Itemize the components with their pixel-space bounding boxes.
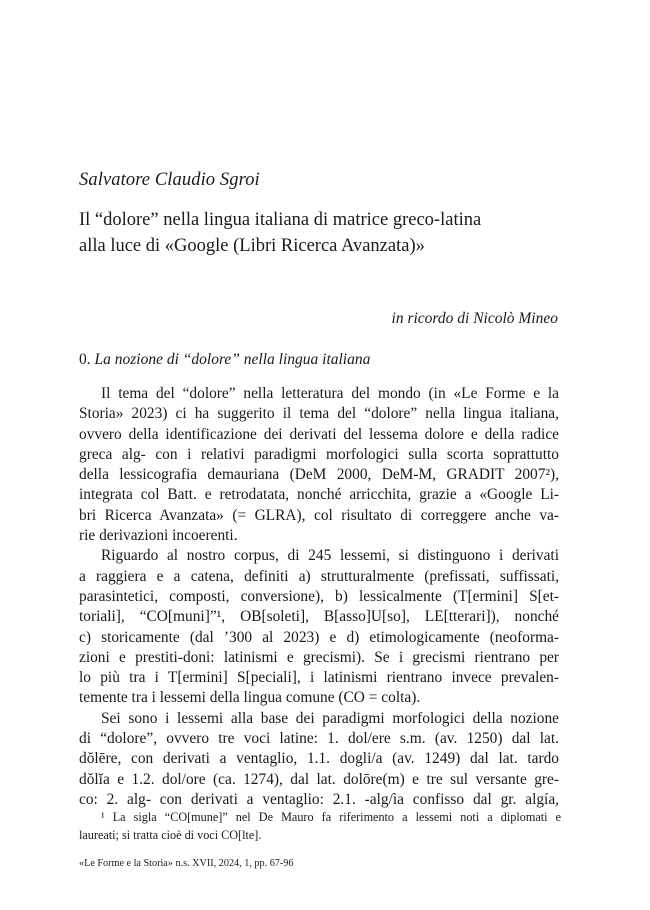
body-line: integrata col Batt. e retrodatata, nonché arricchita, grazie a «Google Li- [79,486,559,504]
section-heading [79,351,370,369]
body-line: temente tra i lessemi della lingua comune (CO = colta). [79,689,421,707]
title-line-2: alla luce di «Google (Libri Ricerca Avanzata)» [79,236,425,256]
footnote-line: ¹ La sigla “CO[mune]” nel De Mauro fa riferimento a lessemi noti a diplomati e [101,810,561,824]
body-line: toriali], “CO[muni]”¹, OB[soleti], B[asso]U[so], LE[tterari]), nonché [79,608,559,626]
body-line: dŏlēre, con derivati a ventaglio, 1.1. dogli/a (av. 1249) dal lat. tardo [79,750,559,768]
body-text [79,384,559,810]
dedication: in ricordo di Nicolò Mineo [391,310,558,327]
body-line: bri Ricerca Avanzata» (= GLRA), col risultato di correggere anche va- [79,506,559,524]
body-line: lo più tra i T[ermini] S[peciali], i latinismi rientrano invece prevalen- [79,669,559,687]
footnote [79,808,561,844]
journal-citation: «Le Forme e la Storia» n.s. XVII, 2024, 1, pp. 67-96 [79,858,294,869]
footnote-line: laureati; si tratta cioè di voci CO[lte]. [79,828,262,842]
body-line: greca alg- con i relativi paradigmi morfologici sulla scorta soprattutto [79,445,559,463]
article-title [79,207,579,259]
section-number: 0. [79,351,95,368]
body-line: zioni e prestiti-doni: latinismi e grecismi). Se i grecismi rientrano per [79,648,559,666]
body-line: Il tema del “dolore” nella letteratura del mondo (in «Le Forme e la [101,385,559,402]
body-line: a raggiera e a catena, definiti a) strutturalmente (prefissati, suffissati, [79,567,559,585]
body-line: di “dolore”, ovvero tre voci latine: 1. dol/ere s.m. (av. 1250) dal lat. [79,730,559,748]
body-line: della lessicografia demauriana (DeM 2000, DeM-M, GRADIT 2007²), [79,466,559,484]
body-line: co: 2. alg- con derivati a ventaglio: 2.1. -alg/ìa confisso dal gr. algía, [79,790,559,808]
author-name: Salvatore Claudio Sgroi [79,170,260,190]
section-title: La nozione di “dolore” nella lingua italiana [94,351,371,368]
body-line: Riguardo al nostro corpus, di 245 lessemi, si distinguono i derivati [101,547,559,565]
body-line: Sei sono i lessemi alla base dei paradigmi morfologici della nozione [101,709,559,727]
title-line-1: Il “dolore” nella lingua italiana di matrice greco-latina [79,210,482,230]
body-line: ovvero della identificazione dei derivati del lessema dolore e della radice [79,425,559,443]
body-line: Storia» 2023) ci ha suggerito il tema del “dolore” nella lingua italiana, [79,405,559,423]
body-line: dŏlĭa e 1.2. dol/ore (ca. 1274), dal lat. dolōre(m) e tre sul versante gre- [79,770,559,788]
body-line: rie derivazioni incoerenti. [79,527,238,545]
body-line: c) storicamente (dal ’300 al 2023) e d) etimologicamente (neoforma- [79,628,559,646]
body-line: parasintetici, composti, conversione), b) lessicalmente (T[ermini] S[et- [79,587,559,605]
